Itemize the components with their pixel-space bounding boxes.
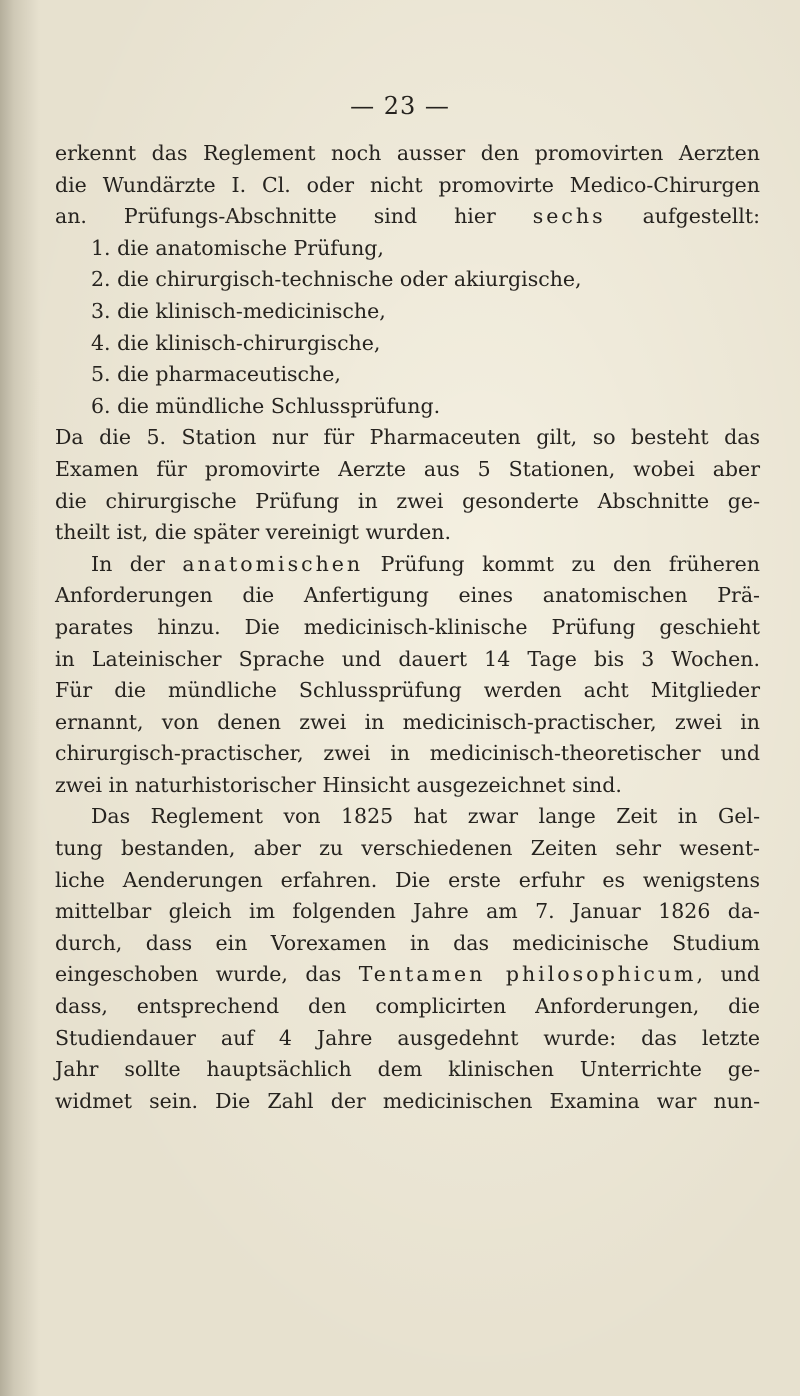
- text-run: 1. die anatomische Prüfung,: [91, 235, 384, 260]
- emphasized-text: Tentamen philosophicum: [358, 962, 697, 987]
- text-run: eingeschoben wurde, das: [55, 962, 359, 987]
- text-line: [55, 865, 760, 897]
- text-line: [55, 644, 760, 676]
- text-line: [55, 1054, 760, 1086]
- text-run: erkennt das Reglement noch ausser den promovirten Aerzten: [55, 141, 760, 165]
- text-run: Examen für promovirte Aerzte aus 5 Stationen, wobei aber: [55, 456, 760, 481]
- text-run: 3. die klinisch-medicinische,: [91, 298, 386, 323]
- text-run: Studiendauer auf 4 Jahre ausgedehnt wurde: das letzte: [55, 1025, 760, 1050]
- text-run: widmet sein. Die Zahl der medicinischen Examina war nun-: [55, 1088, 760, 1113]
- text-run: Prüfung kommt zu den früheren: [363, 551, 760, 576]
- text-line: [55, 454, 760, 486]
- text-run: dass, entsprechend den complicirten Anforderungen, die: [55, 994, 760, 1019]
- text-line: [55, 801, 760, 833]
- text-run: 4. die klinisch-chirurgische,: [91, 330, 381, 355]
- text-run: , und: [696, 962, 760, 987]
- list-item: [55, 233, 760, 265]
- text-run: zwei in naturhistorischer Hinsicht ausgezeichnet sind.: [55, 772, 622, 797]
- text-run: Für die mündliche Schlussprüfung werden acht Mitglieder: [55, 678, 760, 703]
- text-line: [55, 896, 760, 928]
- text-line: [55, 422, 760, 454]
- text-run: ernannt, von denen zwei in medicinisch-practischer, zwei in: [55, 709, 760, 734]
- text-line: [55, 991, 760, 1023]
- text-run: 6. die mündliche Schlussprüfung.: [91, 393, 441, 418]
- page-binding-shadow: [0, 0, 40, 1396]
- list-item: [55, 264, 760, 296]
- text-line: [55, 928, 760, 960]
- text-line: [55, 770, 760, 802]
- text-line: [55, 833, 760, 865]
- list-item: [55, 296, 760, 328]
- text-run: die Wundärzte I. Cl. oder nicht promovirte Medico-Chirurgen: [55, 172, 760, 197]
- text-run: chirurgisch-practischer, zwei in medicinisch-theoretischer und: [55, 741, 760, 766]
- text-run: an. Prüfungs-Abschnitte sind hier: [55, 204, 533, 229]
- list-item: [55, 328, 760, 360]
- text-line: [55, 707, 760, 739]
- text-line: [55, 549, 760, 581]
- emphasized-text: sechs: [532, 204, 606, 229]
- text-run: Anforderungen die Anfertigung eines anatomischen Prä-: [55, 583, 760, 608]
- text-run: parates hinzu. Die medicinisch-klinische Prüfung geschieht: [55, 614, 760, 639]
- text-run: In der: [91, 551, 183, 576]
- emphasized-text: anatomischen: [182, 551, 364, 576]
- text-line: [55, 612, 760, 644]
- text-line: [55, 1023, 760, 1055]
- text-run: mittelbar gleich im folgenden Jahre am 7. Januar 1826 da-: [55, 899, 760, 924]
- text-run: liche Aenderungen erfahren. Die erste erfuhr es wenigstens: [55, 867, 760, 892]
- text-run: tung bestanden, aber zu verschiedenen Zeiten sehr wesent-: [55, 836, 760, 861]
- page-number: — 23 —: [350, 92, 450, 120]
- text-run: die chirurgische Prüfung in zwei gesonderte Abschnitte ge-: [55, 488, 760, 513]
- text-line: [55, 1086, 760, 1118]
- text-line: [55, 580, 760, 612]
- text-line: [55, 675, 760, 707]
- text-line: [55, 138, 760, 170]
- text-line: [55, 517, 760, 549]
- body-text: [55, 138, 760, 1117]
- text-run: Jahr sollte hauptsächlich dem klinischen Unterrichte ge-: [55, 1057, 760, 1082]
- text-run: aufgestellt:: [605, 204, 760, 229]
- text-run: theilt ist, die später vereinigt wurden.: [55, 520, 452, 545]
- text-line: [55, 201, 760, 233]
- text-run: Da die 5. Station nur für Pharmaceuten gilt, so besteht das: [55, 425, 760, 450]
- text-line: [55, 170, 760, 202]
- text-run: in Lateinischer Sprache und dauert 14 Tage bis 3 Wochen.: [55, 646, 760, 671]
- text-line: [55, 738, 760, 770]
- text-line: [55, 959, 760, 991]
- text-run: Das Reglement von 1825 hat zwar lange Zeit in Gel-: [91, 804, 760, 829]
- text-run: durch, dass ein Vorexamen in das medicinische Studium: [55, 930, 760, 955]
- list-item: [55, 391, 760, 423]
- text-run: 5. die pharmaceutische,: [91, 362, 341, 387]
- list-item: [55, 359, 760, 391]
- text-run: 2. die chirurgisch-technische oder akiurgische,: [91, 267, 582, 292]
- text-line: [55, 486, 760, 518]
